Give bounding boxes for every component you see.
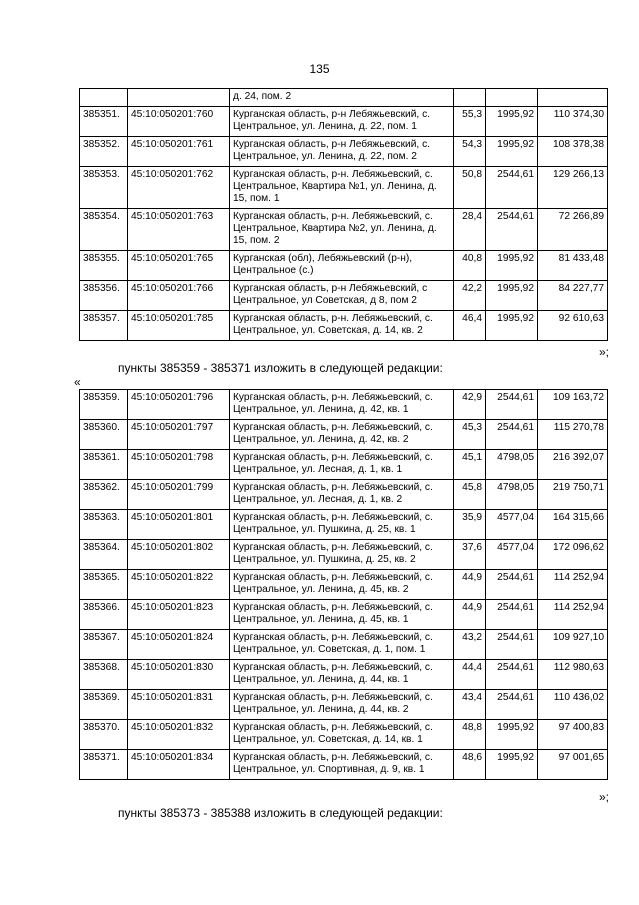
address-cell: Курганская область, р-н. Лебяжьевский, с. Центральное, ул. Пушкина, д. 25, кв. 2: [230, 540, 454, 570]
rate-cell: 4577,04: [486, 510, 538, 540]
cadastral-value-cell: 112 980,63: [538, 660, 608, 690]
cadastral-value-cell: 114 252,94: [538, 600, 608, 630]
area-cell: 43,2: [454, 630, 486, 660]
rate-cell: 2544,61: [486, 660, 538, 690]
cadastral-number-cell: 45:10:050201:832: [128, 720, 230, 750]
area-cell: 44,9: [454, 570, 486, 600]
address-cell: Курганская область, р-н Лебяжьевский, с. Центральное, ул. Ленина, д. 22, пом. 1: [230, 107, 454, 137]
table-row: [80, 630, 608, 660]
address-cell: Курганская область, р-н. Лебяжьевский, с. Центральное, ул. Ленина, д. 42, кв. 1: [230, 390, 454, 420]
item-number-cell: [80, 89, 128, 107]
address-cell: Курганская область, р-н Лебяжьевский, с Центральное, ул Советская, д 8, пом 2: [230, 281, 454, 311]
address-cell: Курганская область, р-н. Лебяжьевский, с. Центральное, ул. Лесная, д. 1, кв. 2: [230, 480, 454, 510]
table-row: [80, 570, 608, 600]
cadastral-value-cell: 164 315,66: [538, 510, 608, 540]
cadastral-value-cell: 97 001,65: [538, 750, 608, 780]
table-row: [80, 690, 608, 720]
cadastral-number-cell: 45:10:050201:760: [128, 107, 230, 137]
address-cell: Курганская область, р-н. Лебяжьевский, с. Центральное, ул. Советская, д. 1, пом. 1: [230, 630, 454, 660]
item-number-cell: 385354.: [80, 209, 128, 251]
table-row: [80, 209, 608, 251]
cadastral-value-cell: 216 392,07: [538, 450, 608, 480]
rate-cell: 1995,92: [486, 107, 538, 137]
table-row: [80, 137, 608, 167]
rate-cell: 2544,61: [486, 690, 538, 720]
rate-cell: 1995,92: [486, 720, 538, 750]
rate-cell: 1995,92: [486, 750, 538, 780]
item-number-cell: 385351.: [80, 107, 128, 137]
table-row: [80, 390, 608, 420]
cadastral-value-cell: 114 252,94: [538, 570, 608, 600]
address-cell: Курганская область, р-н. Лебяжьевский, с. Центральное, ул. Ленина, д. 44, кв. 2: [230, 690, 454, 720]
rate-cell: 4798,05: [486, 450, 538, 480]
area-cell: 35,9: [454, 510, 486, 540]
item-number-cell: 385359.: [80, 390, 128, 420]
cadastral-value-cell: 81 433,48: [538, 251, 608, 281]
opening-quote: «: [74, 375, 81, 389]
table-row: [80, 251, 608, 281]
rate-cell: 2544,61: [486, 390, 538, 420]
address-cell: Курганская область, р-н. Лебяжьевский, с. Центральное, ул. Пушкина, д. 25, кв. 1: [230, 510, 454, 540]
cadastral-number-cell: [128, 89, 230, 107]
area-cell: 40,8: [454, 251, 486, 281]
item-number-cell: 385355.: [80, 251, 128, 281]
cadastral-number-cell: 45:10:050201:797: [128, 420, 230, 450]
item-number-cell: 385356.: [80, 281, 128, 311]
cadastral-number-cell: 45:10:050201:761: [128, 137, 230, 167]
item-number-cell: 385357.: [80, 311, 128, 341]
cadastral-number-cell: 45:10:050201:801: [128, 510, 230, 540]
cadastral-number-cell: 45:10:050201:799: [128, 480, 230, 510]
item-number-cell: 385365.: [80, 570, 128, 600]
table-row: [80, 600, 608, 630]
area-cell: 50,8: [454, 167, 486, 209]
area-cell: 42,2: [454, 281, 486, 311]
area-cell: 44,4: [454, 660, 486, 690]
cadastral-number-cell: 45:10:050201:762: [128, 167, 230, 209]
table-row: [80, 750, 608, 780]
area-cell: 37,6: [454, 540, 486, 570]
address-cell: Курганская область, р-н. Лебяжьевский, с. Центральное, ул. Ленина, д. 45, кв. 1: [230, 600, 454, 630]
item-number-cell: 385367.: [80, 630, 128, 660]
area-cell: 45,1: [454, 450, 486, 480]
cadastral-value-cell: 219 750,71: [538, 480, 608, 510]
rate-cell: 2544,61: [486, 570, 538, 600]
cadastral-number-cell: 45:10:050201:834: [128, 750, 230, 780]
amendment-paragraph: пункты 385359 - 385371 изложить в следующей редакции:: [118, 361, 443, 375]
page-number: 135: [309, 62, 330, 76]
rate-cell: 1995,92: [486, 281, 538, 311]
area-cell: 45,3: [454, 420, 486, 450]
area-cell: 48,6: [454, 750, 486, 780]
address-cell: Курганская область, р-н. Лебяжьевский, с. Центральное, ул. Советская, д. 14, кв. 1: [230, 720, 454, 750]
cadastral-number-cell: 45:10:050201:830: [128, 660, 230, 690]
cadastral-value-cell: 72 266,89: [538, 209, 608, 251]
item-number-cell: 385368.: [80, 660, 128, 690]
address-cell: Курганская область, р-н. Лебяжьевский, с. Центральное, ул. Спортивная, д. 9, кв. 1: [230, 750, 454, 780]
registry-table-2: [79, 389, 608, 780]
cadastral-number-cell: 45:10:050201:765: [128, 251, 230, 281]
cadastral-value-cell: [538, 89, 608, 107]
cadastral-value-cell: 97 400,83: [538, 720, 608, 750]
rate-cell: 2544,61: [486, 209, 538, 251]
item-number-cell: 385370.: [80, 720, 128, 750]
registry-table-1: [79, 88, 608, 341]
item-number-cell: 385364.: [80, 540, 128, 570]
address-cell: Курганская область, р-н. Лебяжьевский, с. Центральное, ул. Советская, д. 14, кв. 2: [230, 311, 454, 341]
table-row: [80, 281, 608, 311]
cadastral-number-cell: 45:10:050201:822: [128, 570, 230, 600]
address-cell: Курганская (обл), Лебяжьевский (р-н), Центральное (с.): [230, 251, 454, 281]
closing-quote: »;: [598, 790, 609, 804]
rate-cell: 2544,61: [486, 600, 538, 630]
table-row: [80, 720, 608, 750]
area-cell: 44,9: [454, 600, 486, 630]
area-cell: 45,8: [454, 480, 486, 510]
cadastral-value-cell: 172 096,62: [538, 540, 608, 570]
rate-cell: 2544,61: [486, 630, 538, 660]
cadastral-value-cell: 108 378,38: [538, 137, 608, 167]
cadastral-value-cell: 92 610,63: [538, 311, 608, 341]
area-cell: 43,4: [454, 690, 486, 720]
table-row: [80, 107, 608, 137]
rate-cell: [486, 89, 538, 107]
cadastral-number-cell: 45:10:050201:785: [128, 311, 230, 341]
address-cell: Курганская область, р-н. Лебяжьевский, с. Центральное, ул. Ленина, д. 42, кв. 2: [230, 420, 454, 450]
address-cell: Курганская область, р-н. Лебяжьевский, с. Центральное, ул. Ленина, д. 45, кв. 2: [230, 570, 454, 600]
table-row: [80, 510, 608, 540]
area-cell: [454, 89, 486, 107]
cadastral-value-cell: 115 270,78: [538, 420, 608, 450]
item-number-cell: 385371.: [80, 750, 128, 780]
rate-cell: 4577,04: [486, 540, 538, 570]
closing-quote: »;: [598, 345, 609, 359]
cadastral-value-cell: 110 436,02: [538, 690, 608, 720]
rate-cell: 2544,61: [486, 167, 538, 209]
table-row: [80, 167, 608, 209]
registry-table-1-body: [80, 89, 608, 341]
rate-cell: 1995,92: [486, 311, 538, 341]
rate-cell: 4798,05: [486, 480, 538, 510]
table-row: [80, 540, 608, 570]
address-cell: Курганская область, р-н Лебяжьевский, с. Центральное, ул. Ленина, д. 22, пом. 2: [230, 137, 454, 167]
cadastral-number-cell: 45:10:050201:831: [128, 690, 230, 720]
rate-cell: 1995,92: [486, 137, 538, 167]
area-cell: 48,8: [454, 720, 486, 750]
table-row: [80, 660, 608, 690]
area-cell: 54,3: [454, 137, 486, 167]
item-number-cell: 385361.: [80, 450, 128, 480]
cadastral-value-cell: 110 374,30: [538, 107, 608, 137]
area-cell: 46,4: [454, 311, 486, 341]
table-row: [80, 480, 608, 510]
item-number-cell: 385363.: [80, 510, 128, 540]
cadastral-number-cell: 45:10:050201:824: [128, 630, 230, 660]
rate-cell: 2544,61: [486, 420, 538, 450]
cadastral-value-cell: 129 266,13: [538, 167, 608, 209]
item-number-cell: 385360.: [80, 420, 128, 450]
address-cell: Курганская область, р-н. Лебяжьевский, с. Центральное, Квартира №2, ул. Ленина, д. 15, пом. 2: [230, 209, 454, 251]
cadastral-number-cell: 45:10:050201:798: [128, 450, 230, 480]
item-number-cell: 385353.: [80, 167, 128, 209]
cadastral-number-cell: 45:10:050201:823: [128, 600, 230, 630]
item-number-cell: 385362.: [80, 480, 128, 510]
cadastral-value-cell: 109 163,72: [538, 390, 608, 420]
table-row: [80, 311, 608, 341]
cadastral-value-cell: 109 927,10: [538, 630, 608, 660]
area-cell: 55,3: [454, 107, 486, 137]
area-cell: 42,9: [454, 390, 486, 420]
item-number-cell: 385366.: [80, 600, 128, 630]
rate-cell: 1995,92: [486, 251, 538, 281]
table-row: [80, 89, 608, 107]
cadastral-number-cell: 45:10:050201:796: [128, 390, 230, 420]
registry-table-2-body: [80, 390, 608, 780]
item-number-cell: 385369.: [80, 690, 128, 720]
cadastral-value-cell: 84 227,77: [538, 281, 608, 311]
amendment-paragraph: пункты 385373 - 385388 изложить в следующей редакции:: [118, 806, 443, 820]
cadastral-number-cell: 45:10:050201:763: [128, 209, 230, 251]
cadastral-number-cell: 45:10:050201:802: [128, 540, 230, 570]
address-cell: д. 24, пом. 2: [230, 89, 454, 107]
item-number-cell: 385352.: [80, 137, 128, 167]
cadastral-number-cell: 45:10:050201:766: [128, 281, 230, 311]
address-cell: Курганская область, р-н. Лебяжьевский, с. Центральное, ул. Лесная, д. 1, кв. 1: [230, 450, 454, 480]
address-cell: Курганская область, р-н. Лебяжьевский, с. Центральное, ул. Ленина, д. 44, кв. 1: [230, 660, 454, 690]
table-row: [80, 450, 608, 480]
area-cell: 28,4: [454, 209, 486, 251]
table-row: [80, 420, 608, 450]
address-cell: Курганская область, р-н. Лебяжьевский, с. Центральное, Квартира №1, ул. Ленина, д. 15, пом. 1: [230, 167, 454, 209]
